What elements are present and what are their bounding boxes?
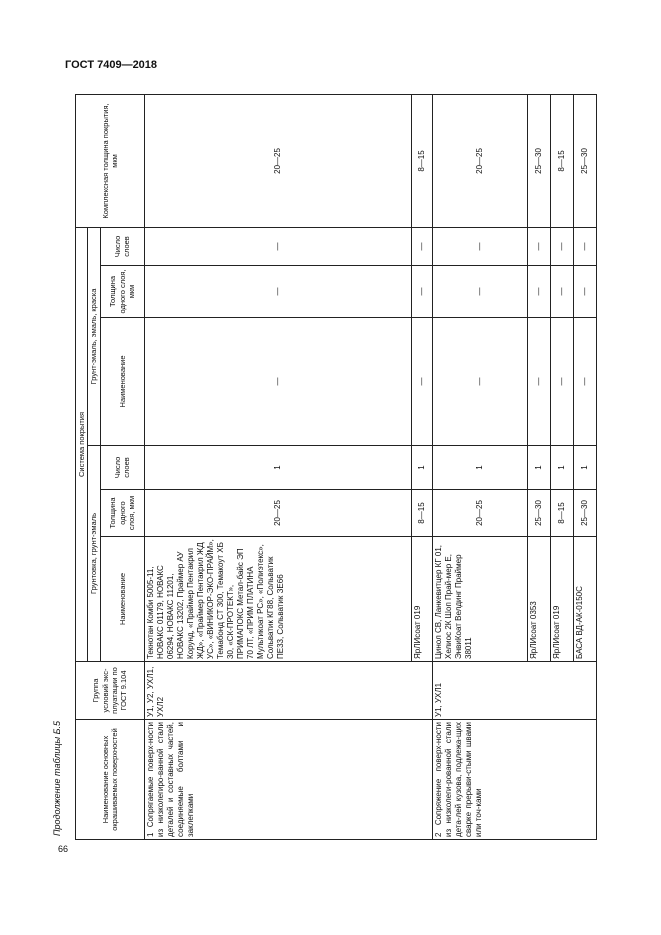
enamel-thick-cell: — [144, 266, 412, 318]
primer-thick-cell: 8—15 [551, 490, 574, 537]
table-row [432, 94, 528, 839]
enamel-layers-cell: — [551, 227, 574, 265]
total-cell: 25—30 [528, 94, 551, 227]
total-cell: 20—25 [144, 94, 412, 227]
enamel-thick-cell: — [574, 266, 597, 318]
enamel-layers-cell: — [574, 227, 597, 265]
primer-name-cell: Цинол СВ, Ланкевитцер КГ 01, Хелиос 2К Шоп Прай-мер Е, ЭнвиКоат Велдинг Праймер 38011 [432, 537, 528, 662]
continuation-caption: Продолжение таблицы Б.5 [52, 720, 62, 836]
enamel-name-cell: — [528, 318, 551, 446]
col-system: Система покрытия [76, 227, 88, 661]
primer-thick-cell: 8—15 [412, 490, 432, 537]
coating-table [75, 94, 597, 840]
primer-name-cell: БАСА ВД-АК-0150С [574, 537, 597, 662]
primer-thick-cell: 20—25 [432, 490, 528, 537]
primer-name-cell: Текнотан Комби 5005-11, НОВАКС 01179, НОВАКС 06294, НОВАКС 11201, НОВАКС 13202, Праймер АУ Корунд, «Праймер Пентакрил ЖД», «Праймер Пентакрил ЖД УС», «ВИНИКОР-ЭКО-ПРАЙМ», Темабонд СТ 300, Темакоут ХБ 30, «СК-ПРОТЕКТ», ПРИМАПОКС Метал-байс ЭП 70 ЛТ, «ПРИМ ПЛАТИНА Мультикоат РС», «Полиэтекс», Сольватик КГ88, Сольватик ПЕ33, Сольватик ЗЕ66 [144, 537, 412, 662]
col-primer: Грунтовка, грунт-эмаль [88, 446, 100, 662]
enamel-thick-cell: — [528, 266, 551, 318]
enamel-name-cell: — [574, 318, 597, 446]
col-primer-thick: Толщина одного слоя, мкм [100, 490, 144, 537]
enamel-layers-cell: — [144, 227, 412, 265]
primer-layers-cell: 1 [528, 446, 551, 490]
col-enamel-thick: Толщина одного слоя, мкм [100, 266, 144, 318]
col-enamel: Грунт-эмаль, эмаль, краска [88, 227, 100, 445]
primer-thick-cell: 25—30 [528, 490, 551, 537]
enamel-layers-cell: — [432, 227, 528, 265]
surface-cell: 1 Сопрягаемые поверх-ности из низколегиро-ванной стали деталей и составных частей, соединяемые болтами и заклепками [144, 720, 432, 840]
primer-name-cell: ЯрЛИсоат 019 [412, 537, 432, 662]
page-number: 66 [58, 844, 69, 854]
primer-layers-cell: 1 [144, 446, 412, 490]
primer-layers-cell: 1 [412, 446, 432, 490]
primer-layers-cell: 1 [551, 446, 574, 490]
col-primer-name: Наименование [100, 537, 144, 662]
primer-name-cell: ЯрЛИсоат 0353 [528, 537, 551, 662]
enamel-name-cell: — [412, 318, 432, 446]
primer-layers-cell: 1 [432, 446, 528, 490]
group-cell: У1, У2, УХЛ1, УХЛ2 [144, 662, 432, 720]
enamel-name-cell: — [551, 318, 574, 446]
col-surface: Наименование основных окрашиваемых поверхностей [76, 720, 145, 840]
total-cell: 25—30 [574, 94, 597, 227]
enamel-thick-cell: — [432, 266, 528, 318]
col-enamel-name: Наименование [100, 318, 144, 446]
surface-cell: 2 Сопряжение поверх-ности из низколеги-рованной стали дета-лей кузова, подлежа-щих сварке прерыви-стыми швами или точ-ками [432, 720, 596, 840]
standard-header: ГОСТ 7409—2018 [65, 59, 158, 71]
enamel-name-cell: — [432, 318, 528, 446]
enamel-thick-cell: — [412, 266, 432, 318]
col-enamel-layers: Число слоев [100, 227, 144, 265]
group-cell: У1, УХЛ1 [432, 662, 596, 720]
col-primer-layers: Число слоев [100, 446, 144, 490]
primer-thick-cell: 20—25 [144, 490, 412, 537]
total-cell: 8—15 [551, 94, 574, 227]
total-cell: 8—15 [412, 94, 432, 227]
total-cell: 20—25 [432, 94, 528, 227]
rotated-table-wrapper [75, 95, 597, 840]
primer-name-cell: ЯрЛИсоат 019 [551, 537, 574, 662]
primer-layers-cell: 1 [574, 446, 597, 490]
table-row [144, 94, 412, 839]
continuation-caption-box [52, 706, 65, 836]
primer-thick-cell: 25—30 [574, 490, 597, 537]
col-group: Группа условий экс-плуатации по ГОСТ 9.104 [76, 662, 145, 720]
enamel-layers-cell: — [412, 227, 432, 265]
enamel-layers-cell: — [528, 227, 551, 265]
enamel-thick-cell: — [551, 266, 574, 318]
col-total: Комплексная толщина покрытия, мкм [76, 94, 145, 227]
enamel-name-cell: — [144, 318, 412, 446]
